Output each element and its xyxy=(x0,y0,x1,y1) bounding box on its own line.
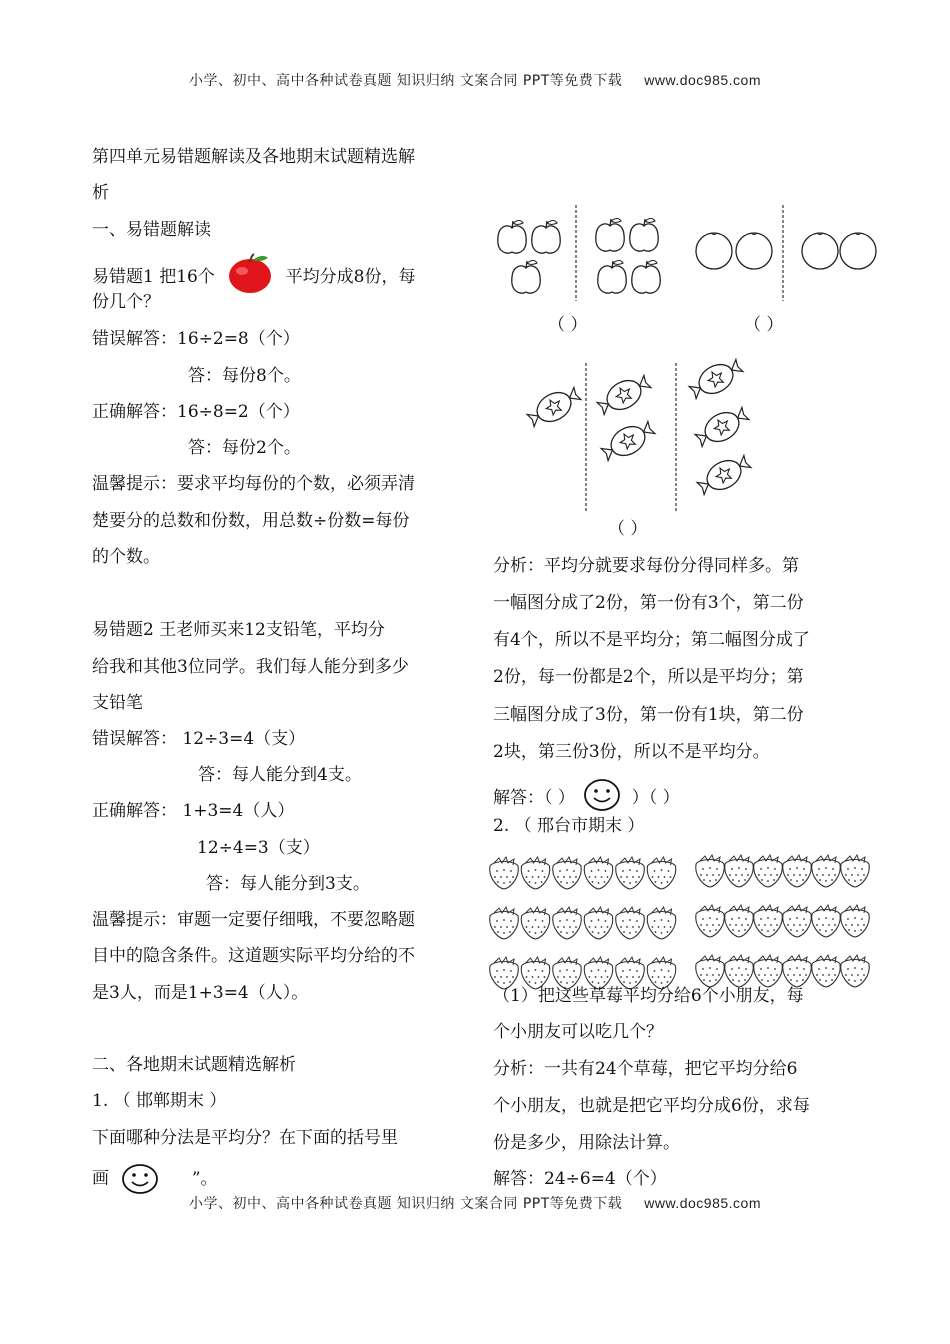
p2-analysis-1: 分析：一共有24个草莓，把它平均分给6 xyxy=(493,1059,798,1079)
strawberry-outline-icon xyxy=(754,855,783,887)
answer-text-b: ）（ ） xyxy=(631,788,680,808)
strawberry-outline-icon xyxy=(841,855,870,887)
apple-outline-icon xyxy=(512,261,540,294)
analysis-line-4: 2份，每一份都是2个，所以是平均分；第 xyxy=(493,667,804,687)
analysis-line-5: 三幅图分成了3份，第一份有1块，第二份 xyxy=(493,705,804,725)
q2-tip-2: 目中的隐含条件。这道题实际平均分给的不 xyxy=(92,946,415,966)
q2-line-2: 给我和其他3位同学。我们每人能分到多少 xyxy=(92,657,409,677)
p1-question-1: 下面哪种分法是平均分？在下面的括号里 xyxy=(92,1128,398,1148)
q2-line-3: 支铅笔 xyxy=(92,693,143,713)
footer-text: 小学、初中、高中各种试卷真题 知识归纳 文案合同 PPT等免费下载 xyxy=(188,1196,623,1212)
analysis-line-2: 一幅图分成了2份，第一份有3个，第二份 xyxy=(493,593,804,613)
strawberry-outline-icon xyxy=(783,955,812,987)
p1-heading: 1. （ 邯郸期末 ） xyxy=(92,1091,227,1111)
q1-tip-1: 温馨提示：要求平均每份的个数，必须弄清 xyxy=(92,474,415,494)
q1-line-1 xyxy=(92,254,416,294)
strawberry-outline-icon xyxy=(783,905,812,937)
q1-tip-3: 的个数。 xyxy=(92,547,160,567)
analysis-line-3: 有4个，所以不是平均分；第二幅图分成了 xyxy=(493,630,810,650)
strawberry-outline-icon xyxy=(812,905,841,937)
paren-answer-2[interactable]: （ ） xyxy=(744,315,784,335)
p1-question-2 xyxy=(92,1162,218,1196)
strawberry-outline-icon xyxy=(812,855,841,887)
paren-answer-1[interactable]: （ ） xyxy=(548,315,588,335)
strawberry-outline-icon xyxy=(754,905,783,937)
q2-right-2: 12÷4=3（支） xyxy=(197,838,320,858)
candy-outline-icon xyxy=(692,402,752,452)
apple-group-right xyxy=(596,219,660,294)
q1-line-2: 份几个？ xyxy=(92,292,160,312)
q1-right: 正确解答：16÷8=2（个） xyxy=(92,402,300,422)
apple-icon xyxy=(224,254,276,294)
orange-group-right xyxy=(802,233,876,269)
q1-wrong-answer: 答：每份8个。 xyxy=(188,366,301,386)
candies-figure xyxy=(518,355,788,515)
title-line-2: 析 xyxy=(92,183,109,203)
section-heading-1: 一、易错题解读 xyxy=(92,220,211,240)
q2-tip-3: 是3人，而是1+3=4（人）。 xyxy=(92,983,309,1003)
strawberry-outline-icon xyxy=(696,855,725,887)
strawberry-outline-icon xyxy=(696,905,725,937)
strawberry-outline-icon xyxy=(584,857,613,889)
apples-figure xyxy=(490,205,680,305)
strawberry-outline-icon xyxy=(490,857,519,889)
oranges-figure xyxy=(690,205,890,305)
apple-outline-icon xyxy=(596,219,624,252)
apple-outline-icon xyxy=(632,261,660,294)
smiley-icon xyxy=(582,777,622,813)
strawberry-outline-icon xyxy=(553,907,582,939)
p2-question-1: （1）把这些草莓平均分给6个小朋友，每 xyxy=(493,986,804,1006)
candy-outline-icon xyxy=(594,370,654,420)
p1-question-2b: ”。 xyxy=(191,1168,218,1189)
p2-analysis-2: 个小朋友，也就是把它平均分成6份，求每 xyxy=(493,1096,810,1116)
candy-outline-icon xyxy=(598,416,658,466)
orange-outline-icon xyxy=(802,233,838,269)
q1-wrong: 错误解答：16÷2=8（个） xyxy=(92,329,300,349)
strawberry-outline-icon xyxy=(490,907,519,939)
answer-line xyxy=(493,777,680,813)
q1-tip-2: 楚要分的总数和份数，用总数÷份数=每份 xyxy=(92,511,410,531)
header-text: 小学、初中、高中各种试卷真题 知识归纳 文案合同 PPT等免费下载 xyxy=(188,73,623,89)
analysis-line-1: 分析：平均分就要求每份分得同样多。第 xyxy=(493,556,799,576)
apple-group-left xyxy=(498,221,560,294)
p1-question-2a: 画 xyxy=(92,1168,109,1189)
strawberry-outline-icon xyxy=(783,855,812,887)
apple-outline-icon xyxy=(630,219,658,252)
strawberry-outline-icon xyxy=(725,855,754,887)
strawberry-outline-icon xyxy=(696,955,725,987)
strawberry-outline-icon xyxy=(616,857,645,889)
q2-tip-1: 温馨提示：审题一定要仔细哦，不要忽略题 xyxy=(92,910,415,930)
q1-text-a: 易错题1 把16个 xyxy=(92,267,215,287)
page-footer xyxy=(0,1193,950,1213)
footer-url[interactable]: www.doc985.com xyxy=(644,1195,761,1211)
p2-question-2: 个小朋友可以吃几个？ xyxy=(493,1022,663,1042)
strawberry-outline-icon xyxy=(725,905,754,937)
strawberry-outline-icon xyxy=(725,955,754,987)
q2-line-1: 易错题2 王老师买来12支铅笔，平均分 xyxy=(92,620,385,640)
q2-right: 正确解答： 1+3=4（人） xyxy=(92,801,295,821)
paren-answer-3[interactable]: （ ） xyxy=(608,519,648,539)
strawberry-outline-icon xyxy=(841,955,870,987)
strawberry-outline-icon xyxy=(647,907,676,939)
p2-analysis-3: 份是多少，用除法计算。 xyxy=(493,1133,680,1153)
q2-right-answer: 答：每人能分到3支。 xyxy=(206,874,370,894)
orange-outline-icon xyxy=(696,233,732,269)
strawberry-outline-icon xyxy=(647,857,676,889)
candy-outline-icon xyxy=(686,354,746,404)
q2-wrong: 错误解答： 12÷3=4（支） xyxy=(92,729,306,749)
candy-outline-icon xyxy=(524,382,584,432)
strawberry-outline-icon xyxy=(521,857,550,889)
strawberry-outline-icon xyxy=(841,905,870,937)
strawberry-outline-icon xyxy=(616,907,645,939)
answer-text-a: 解答：（ ） xyxy=(493,788,575,808)
q1-right-answer: 答：每份2个。 xyxy=(188,438,301,458)
section-heading-2: 二、各地期末试题精选解析 xyxy=(92,1055,296,1075)
strawberry-outline-icon xyxy=(521,907,550,939)
analysis-line-6: 2块，第三份3份，所以不是平均分。 xyxy=(493,742,770,762)
p2-answer: 解答：24÷6=4（个） xyxy=(493,1169,667,1189)
apple-outline-icon xyxy=(598,261,626,294)
page-header xyxy=(0,70,950,90)
candy-outline-icon xyxy=(694,450,754,500)
orange-outline-icon xyxy=(840,233,876,269)
title-line-1: 第四单元易错题解读及各地期末试题精选解 xyxy=(92,147,415,167)
strawberry-outline-icon xyxy=(584,907,613,939)
apple-outline-icon xyxy=(532,221,560,254)
strawberry-outline-icon xyxy=(812,955,841,987)
apple-outline-icon xyxy=(498,221,526,254)
strawberries-figure xyxy=(486,850,886,990)
q1-text-b: 平均分成8份，每 xyxy=(285,267,416,287)
p2-heading: 2. （ 邢台市期末 ） xyxy=(493,816,645,836)
smiley-icon xyxy=(120,1162,160,1196)
header-url[interactable]: www.doc985.com xyxy=(644,72,761,88)
q2-wrong-answer: 答：每人能分到4支。 xyxy=(198,765,362,785)
strawberry-outline-icon xyxy=(553,857,582,889)
orange-outline-icon xyxy=(736,233,772,269)
strawberry-outline-icon xyxy=(754,955,783,987)
orange-group-left xyxy=(696,233,772,269)
